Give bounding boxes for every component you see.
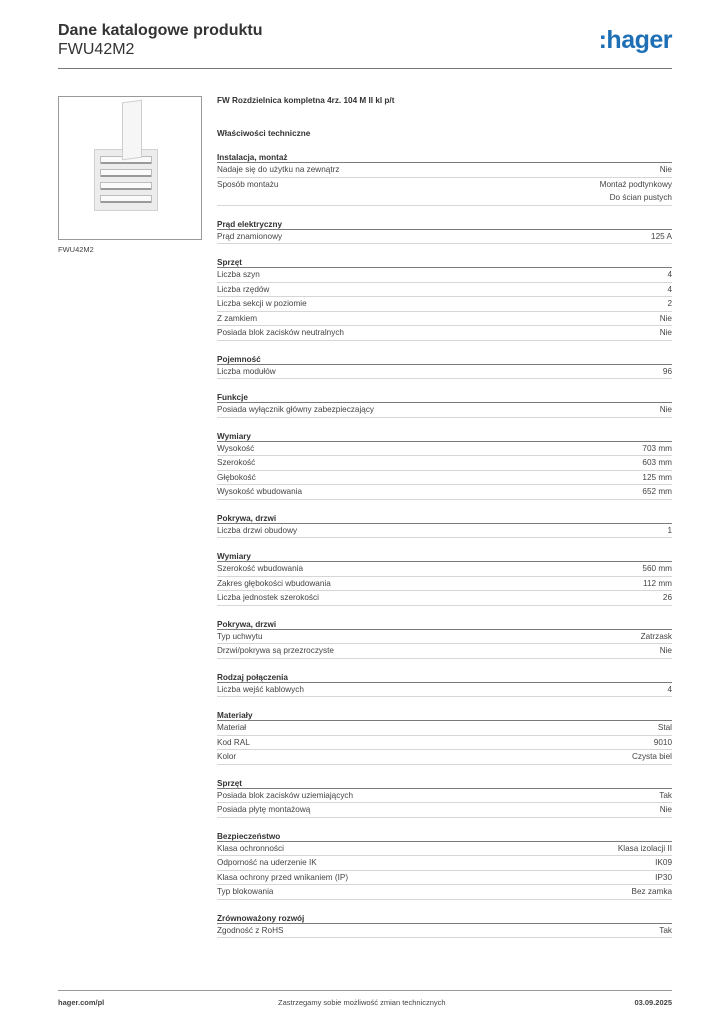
spec-row xyxy=(217,842,672,857)
section-title: Sprzęt xyxy=(217,778,672,789)
spec-label: Typ blokowania xyxy=(217,887,274,896)
spec-label: Szerokość wbudowania xyxy=(217,564,304,573)
spec-row xyxy=(217,230,672,245)
spec-label: Posiada wyłącznik główny zabezpieczający xyxy=(217,405,375,414)
spec-row xyxy=(217,268,672,283)
spec-value xyxy=(642,456,672,470)
spec-value-line: 1 xyxy=(667,525,672,535)
section-title: Rodzaj połączenia xyxy=(217,672,672,683)
spec-value xyxy=(618,842,672,856)
spec-row xyxy=(217,856,672,871)
spec-value-line: 703 mm xyxy=(642,443,672,453)
spec-section xyxy=(217,551,672,606)
product-name: FW Rozdzielnica kompletna 4rz. 104 M II kl p/t xyxy=(217,96,395,105)
spec-value xyxy=(667,524,672,538)
spec-label: Posiada blok zacisków uziemiających xyxy=(217,790,354,800)
spec-label: Materiał xyxy=(217,723,247,732)
spec-value xyxy=(659,924,672,938)
din-rail xyxy=(100,169,152,177)
spec-section xyxy=(217,354,672,380)
page-header xyxy=(58,22,672,68)
spec-section xyxy=(217,392,672,418)
technical-properties-heading: Właściwości techniczne xyxy=(217,129,311,138)
spec-row xyxy=(217,471,672,486)
spec-label: Liczba sekcji w poziomie xyxy=(217,299,307,308)
spec-value xyxy=(667,683,672,697)
spec-value-line: IP30 xyxy=(655,872,672,882)
spec-value-line: Nie xyxy=(659,328,672,337)
spec-value xyxy=(660,163,672,177)
spec-row xyxy=(217,721,672,736)
spec-row xyxy=(217,403,672,418)
spec-section xyxy=(217,152,672,206)
spec-value xyxy=(660,644,672,658)
spec-label: Liczba modułów xyxy=(217,366,276,376)
spec-sections xyxy=(217,152,672,938)
spec-row xyxy=(217,326,672,341)
section-title: Pojemność xyxy=(217,354,672,365)
spec-section xyxy=(217,778,672,818)
spec-value-line: 125 A xyxy=(651,231,672,241)
spec-value xyxy=(667,297,672,311)
spec-label: Klasa ochronności xyxy=(217,843,284,853)
spec-section xyxy=(217,913,672,939)
section-title: Pokrywa, drzwi xyxy=(217,619,672,630)
spec-value xyxy=(642,562,672,576)
spec-value xyxy=(642,442,672,456)
spec-row xyxy=(217,803,672,818)
section-title: Materiały xyxy=(217,710,672,721)
spec-row xyxy=(217,365,672,380)
din-rail xyxy=(100,195,152,203)
spec-section xyxy=(217,431,672,500)
cabinet-door xyxy=(122,100,142,161)
spec-section xyxy=(217,672,672,698)
spec-label: Szerokość xyxy=(217,458,256,467)
spec-value-line: Do ścian pustych xyxy=(609,193,672,202)
spec-value xyxy=(632,885,673,899)
spec-value-line: 560 mm xyxy=(642,564,672,573)
spec-value-line: 125 mm xyxy=(642,472,672,482)
din-rail xyxy=(100,182,152,190)
spec-value-line: Nie xyxy=(659,805,672,814)
spec-row xyxy=(217,456,672,471)
spec-label: Głębokość xyxy=(217,472,256,482)
spec-label: Prąd znamionowy xyxy=(217,231,283,241)
spec-row xyxy=(217,312,672,327)
header-divider xyxy=(58,68,672,69)
spec-label: Posiada blok zacisków neutralnych xyxy=(217,328,344,337)
footer-date: 03.09.2025 xyxy=(634,998,672,1007)
spec-row xyxy=(217,442,672,457)
spec-value-line: 4 xyxy=(667,284,672,294)
section-title: Prąd elektryczny xyxy=(217,219,672,230)
spec-value-line: 112 mm xyxy=(643,578,672,588)
spec-label: Zgodność z RoHS xyxy=(217,925,284,935)
hager-logo[interactable]: :hager xyxy=(598,26,672,54)
spec-value xyxy=(660,326,672,340)
spec-value xyxy=(654,736,672,750)
spec-label: Klasa ochrony przed wnikaniem (IP) xyxy=(217,872,349,882)
spec-row xyxy=(217,524,672,539)
spec-value xyxy=(667,268,672,282)
spec-row xyxy=(217,789,672,804)
spec-value-line: Bez zamka xyxy=(631,887,672,896)
spec-value xyxy=(642,485,672,499)
spec-section xyxy=(217,710,672,765)
section-title: Wymiary xyxy=(217,551,672,562)
spec-value-line: Stal xyxy=(657,723,672,732)
spec-label: Zakres głębokości wbudowania xyxy=(217,578,331,588)
spec-row xyxy=(217,885,672,900)
footer-divider xyxy=(58,990,672,991)
spec-section xyxy=(217,513,672,539)
spec-value-line: Tak xyxy=(659,790,672,800)
spec-value-line: 652 mm xyxy=(642,487,672,496)
spec-row xyxy=(217,924,672,939)
spec-value-line: Tak xyxy=(659,925,672,935)
section-title: Pokrywa, drzwi xyxy=(217,513,672,524)
spec-value-line: 4 xyxy=(667,270,672,279)
spec-value-line: 96 xyxy=(662,366,672,376)
spec-label: Liczba jednostek szerokości xyxy=(217,593,319,602)
spec-value-line: Montaż podtynkowy xyxy=(599,179,672,189)
spec-label: Liczba wejść kablowych xyxy=(217,684,304,694)
section-title: Instalacja, montaż xyxy=(217,152,672,163)
spec-label: Typ uchwytu xyxy=(217,631,263,641)
spec-value xyxy=(643,577,672,591)
spec-section xyxy=(217,831,672,900)
spec-section xyxy=(217,257,672,341)
spec-row xyxy=(217,283,672,298)
spec-value xyxy=(663,365,672,379)
spec-value-line: Zatrzask xyxy=(640,631,672,641)
spec-label: Sposób montażu xyxy=(217,179,279,189)
spec-row xyxy=(217,297,672,312)
section-title: Zrównoważony rozwój xyxy=(217,913,672,924)
spec-value-line: 9010 xyxy=(653,737,672,747)
spec-value xyxy=(659,789,672,803)
spec-label: Kod RAL xyxy=(217,737,250,747)
spec-row xyxy=(217,562,672,577)
spec-value xyxy=(655,871,672,885)
spec-value xyxy=(667,283,672,297)
spec-label: Z zamkiem xyxy=(217,313,258,323)
section-title: Sprzęt xyxy=(217,257,672,268)
spec-value-line: 2 xyxy=(667,299,672,308)
spec-section xyxy=(217,619,672,659)
section-title: Bezpieczeństwo xyxy=(217,831,672,842)
spec-value xyxy=(660,403,672,417)
spec-row xyxy=(217,750,672,765)
spec-value xyxy=(660,312,672,326)
spec-row xyxy=(217,630,672,645)
spec-label: Odporność na uderzenie IK xyxy=(217,858,317,867)
spec-label: Wysokość wbudowania xyxy=(217,487,303,496)
spec-value xyxy=(600,178,672,205)
spec-content xyxy=(217,96,672,938)
spec-row xyxy=(217,683,672,698)
spec-value xyxy=(651,230,672,244)
spec-value xyxy=(655,856,672,870)
product-code: FWU42M2 xyxy=(58,41,135,58)
footer-website-link[interactable]: hager.com/pl xyxy=(58,998,105,1007)
spec-row xyxy=(217,485,672,500)
spec-value xyxy=(632,750,672,764)
spec-label: Kolor xyxy=(217,752,237,761)
spec-label: Posiada płytę montażową xyxy=(217,805,311,814)
spec-value-line: Nie xyxy=(659,165,672,174)
spec-value-line: Nie xyxy=(659,313,672,323)
spec-value-line: 603 mm xyxy=(642,458,672,467)
spec-label: Liczba drzwi obudowy xyxy=(217,525,298,535)
section-title: Wymiary xyxy=(217,431,672,442)
spec-row xyxy=(217,163,672,178)
spec-label: Liczba szyn xyxy=(217,270,260,279)
spec-value-line: 4 xyxy=(667,684,672,694)
spec-value-line: 26 xyxy=(662,593,672,602)
spec-value xyxy=(642,471,672,485)
spec-section xyxy=(217,219,672,245)
spec-label: Wysokość xyxy=(217,443,255,453)
document-title: Dane katalogowe produktu xyxy=(58,22,263,39)
spec-value xyxy=(641,630,672,644)
spec-row xyxy=(217,591,672,606)
footer-disclaimer: Zastrzegamy sobie możliwość zmian technicznych xyxy=(278,998,446,1007)
spec-label: Liczba rzędów xyxy=(217,284,270,294)
image-caption: FWU42M2 xyxy=(58,245,94,254)
spec-value-line: Nie xyxy=(659,646,672,655)
section-title: Funkcje xyxy=(217,392,672,403)
spec-row xyxy=(217,577,672,592)
spec-row xyxy=(217,178,672,206)
spec-value xyxy=(660,803,672,817)
spec-row xyxy=(217,871,672,886)
spec-row xyxy=(217,644,672,659)
spec-value-line: IK09 xyxy=(655,858,672,867)
product-image xyxy=(58,96,202,240)
spec-label: Drzwi/pokrywa są przezroczyste xyxy=(217,646,334,655)
spec-label: Nadaje się do użytku na zewnątrz xyxy=(217,165,340,174)
spec-value-line: Czysta biel xyxy=(631,752,672,761)
spec-value-line: Nie xyxy=(659,405,672,414)
spec-value-line: Klasa izolacji II xyxy=(617,843,672,853)
spec-value xyxy=(658,721,672,735)
spec-row xyxy=(217,736,672,751)
spec-value xyxy=(663,591,672,605)
